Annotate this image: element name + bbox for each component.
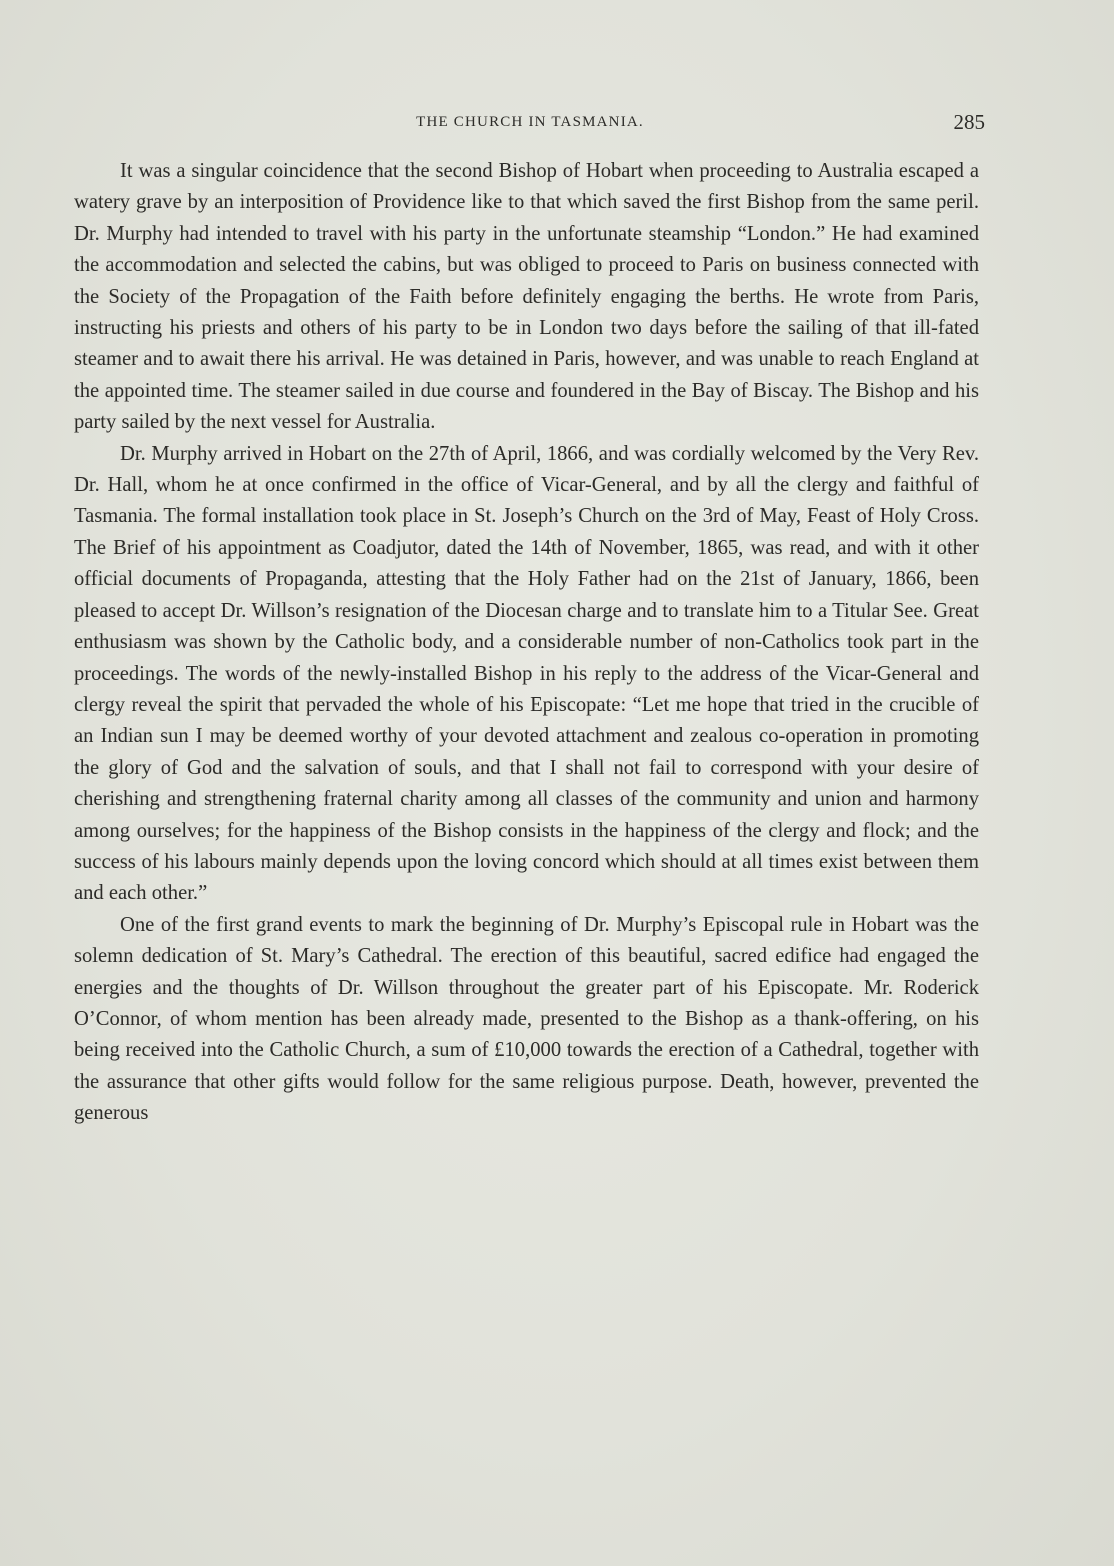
page-number: 285	[953, 110, 985, 134]
paragraph-2: Dr. Murphy arrived in Hobart on the 27th of April, 1866, and was cordially welcomed by the Very Rev. Dr. Hall, whom he at once confirmed in the office of Vicar-General, and by all the clergy and faithful of Tasmania. The formal installation took place in St. Joseph’s Church on the 3rd of May, Feast of Holy Cross. The Brief of his appointment as Coadjutor, dated the 14th of November, 1865, was read, and with it other official documents of Propaganda, attesting that the Holy Father had on the 21st of January, 1866, been pleased to accept Dr. Willson’s resignation of the Diocesan charge and to translate him to a Titular See. Great enthusiasm was shown by the Catholic body, and a considerable number of non-Catholics took part in the proceedings. The words of the newly-installed Bishop in his reply to the address of the Vicar-General and clergy reveal the spirit that pervaded the whole of his Episcopate: “Let me hope that tried in the crucible of an Indian sun I may be deemed worthy of your devoted attachment and zealous co-operation in promoting the glory of God and the salvation of souls, and that I shall not fail to correspond with your desire of cherishing and strengthening fraternal charity among all classes of the community and union and harmony among ourselves; for the happiness of the Bishop consists in the happiness of the clergy and flock; and the success of his labours mainly depends upon the loving concord which should at all times exist between them and each other.”	[74, 442, 979, 905]
paragraph-3: One of the first grand events to mark the beginning of Dr. Murphy’s Episcopal rule in Hobart was the solemn dedication of St. Mary’s Cathedral. The erection of this beautiful, sacred edifice had engaged the energies and the thoughts of Dr. Willson throughout the greater part of his Episcopate. Mr. Roderick O’Connor, of whom mention has been already made, presented to the Bishop as a thank-offering, on his being received into the Catholic Church, a sum of £10,000 towards the erection of a Cathedral, together with the assurance that other gifts would follow for the same religious purpose. Death, however, prevented the generous	[74, 913, 979, 1125]
paragraph-1: It was a singular coincidence that the second Bishop of Hobart when proceeding to Australia escaped a watery grave by an interposition of Providence like to that which saved the first Bishop from the same peril. Dr. Murphy had intended to travel with his party in the unfortunate steamship “London.” He had examined the accommodation and selected the cabins, but was obliged to proceed to Paris on business connected with the Society of the Propagation of the Faith before definitely engaging the berths. He wrote from Paris, instructing his priests and others of his party to be in London two days before the sailing of that ill-fated steamer and to await there his arrival. He was detained in Paris, however, and was unable to reach England at the appointed time. The steamer sailed in due course and foundered in the Bay of Biscay. The Bishop and his party sailed by the next vessel for Australia.	[74, 160, 979, 434]
running-head	[75, 110, 985, 138]
running-title: THE CHURCH IN TASMANIA.	[416, 114, 644, 130]
body-text	[74, 156, 979, 1130]
